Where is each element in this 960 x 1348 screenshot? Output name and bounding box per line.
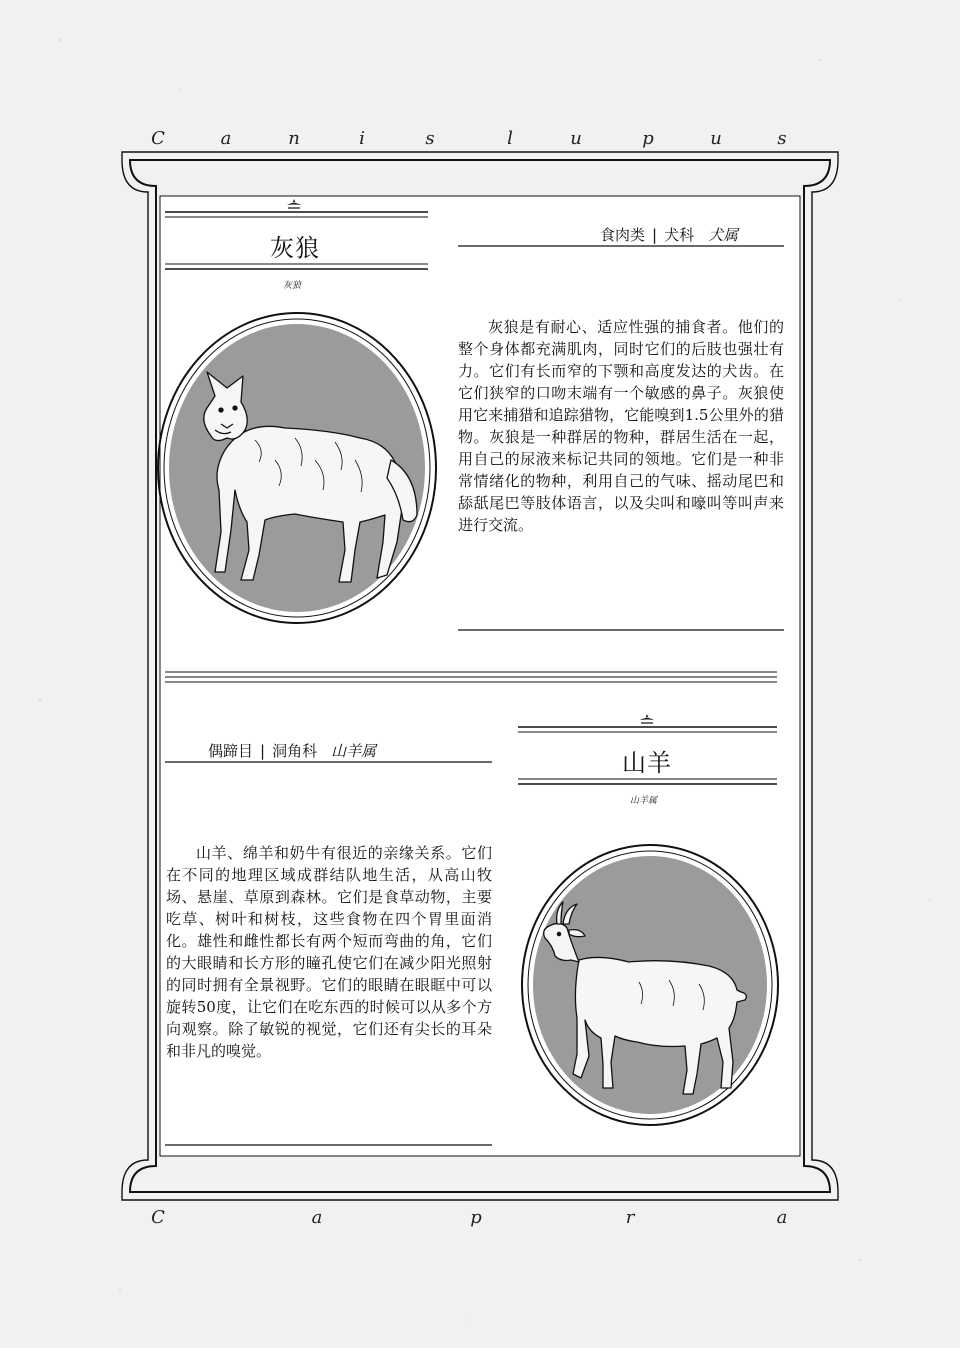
taxonomy-separator: | (652, 226, 658, 244)
fleuron-icon (638, 713, 656, 725)
goat-order: 偶蹄目 (208, 742, 254, 760)
footer-letter: C (151, 1207, 165, 1228)
goat-title: 山羊 (622, 749, 672, 777)
wolf-medallion (155, 310, 439, 626)
footer-letter: r (625, 1207, 635, 1228)
goat-genus: 山羊属 (331, 742, 377, 760)
header-letter: s (425, 128, 435, 149)
goat-subtitle: 山羊属 (630, 796, 658, 806)
header-letter: u (570, 128, 582, 149)
taxonomy-separator: | (260, 742, 266, 760)
wolf-description: 灰狼是有耐心、适应性强的捕食者。他们的整个身体都充满肌肉，同时它们的后肢也强壮有力。它们有长而窄的下颚和高度发达的犬齿。在它们狭窄的口吻末端有一个敏感的鼻子。灰狼使用它来捕猎和追踪猎物，它能嗅到1.5公里外的猎物。灰狼是一种群居的物种，群居生活在一起，用自己的尿液来标记共同的领地。它们是一种非常情绪化的物种，利用自己的气味、摇动尾巴和舔舐尾巴等肢体语言，以及尖叫和嚎叫等叫声来进行交流。 (458, 318, 784, 534)
header-letter: p (642, 128, 654, 149)
wolf-title: 灰狼 (270, 234, 320, 262)
goat-medallion (519, 842, 781, 1128)
header-letter: i (359, 128, 365, 149)
footer-letter: a (776, 1207, 788, 1228)
header-letter: s (777, 128, 787, 149)
goat-description: 山羊、绵羊和奶牛有很近的亲缘关系。它们在不同的地理区域成群结队地生活，从高山牧场、悬崖、草原到森林。它们是食草动物，主要吃草、树叶和树枝，这些食物在四个胃里面消化。雄性和雌性都长有两个短而弯曲的角，它们的大眼睛和长方形的瞳孔使它们在减少阳光照射的同时拥有全景视野。它们的眼睛在眼眶中可以旋转50度，让它们在吃东西的时候可以从多个方向观察。除了敏锐的视觉，它们还有尖长的耳朵和非凡的嗅觉。 (166, 844, 492, 1060)
wolf-taxonomy (600, 224, 738, 245)
header-letter: a (220, 128, 232, 149)
footer-letter: a (311, 1207, 323, 1228)
header-letter: l (507, 128, 513, 149)
wolf-genus: 犬属 (708, 226, 739, 244)
wolf-family: 犬科 (664, 226, 695, 244)
goat-taxonomy (208, 740, 376, 761)
goat-family: 洞角科 (272, 742, 318, 760)
header-letter: n (288, 128, 300, 149)
header-letter: u (710, 128, 722, 149)
footer-letter: p (470, 1207, 482, 1228)
fleuron-icon (285, 198, 303, 210)
header-letter: C (151, 128, 165, 149)
wolf-subtitle: 灰狼 (283, 281, 302, 291)
wolf-order: 食肉类 (600, 226, 646, 244)
